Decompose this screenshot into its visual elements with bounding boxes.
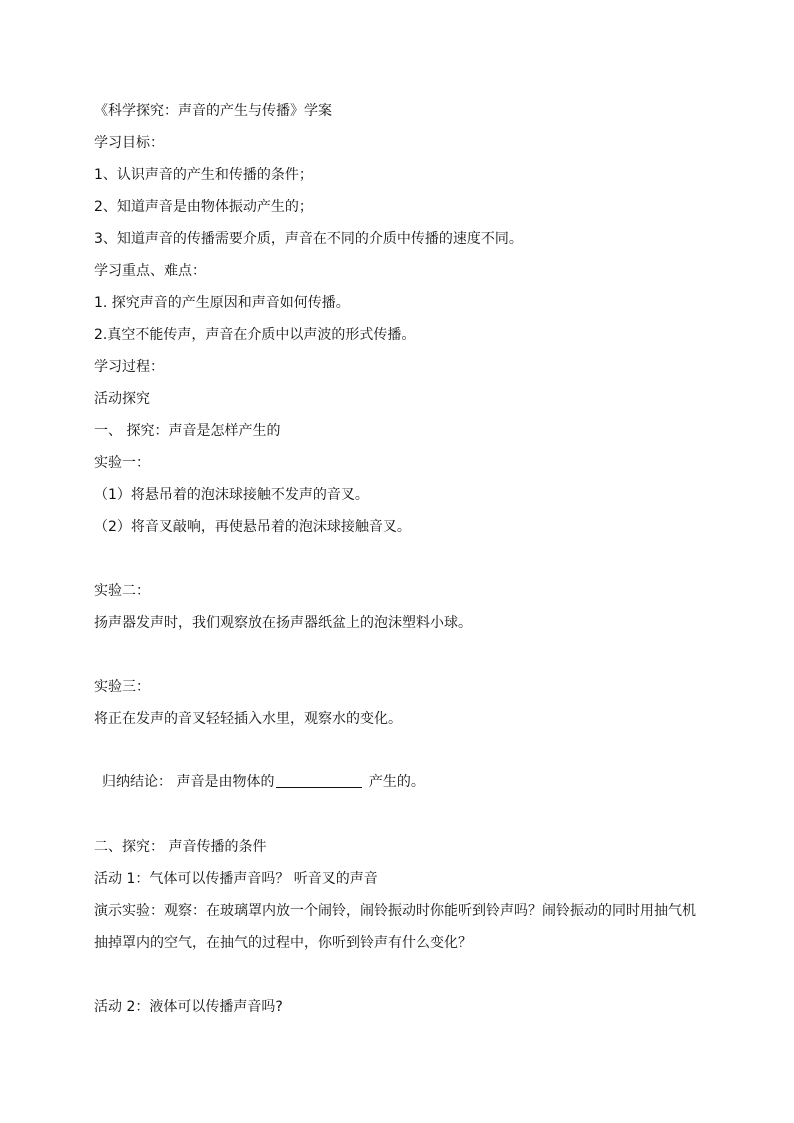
process-heading: 学习过程： <box>94 359 164 375</box>
part1-heading: 一、 探究：声音是怎样产生的 <box>94 423 281 439</box>
key-point-item: 1. 探究声音的产生原因和声音如何传播。 <box>94 295 350 311</box>
experiment3-text: 将正在发声的音叉轻轻插入水里，观察水的变化。 <box>94 711 402 727</box>
activity2-text: 活动 2：液体可以传播声音吗? <box>94 999 283 1015</box>
key-point-item: 2.真空不能传声，声音在介质中以声波的形式传播。 <box>94 327 416 343</box>
experiment2-heading: 实验二： <box>94 583 150 599</box>
objective-item: 2、知道声音是由物体振动产生的； <box>94 199 313 215</box>
activity-heading: 活动探究 <box>94 391 150 407</box>
conclusion-suffix: 产生的。 <box>364 774 425 790</box>
experiment1-step: （2）将音叉敲响，再使悬吊着的泡沫球接触音叉。 <box>94 519 411 535</box>
experiment1-step: （1）将悬吊着的泡沫球接触不发声的音叉。 <box>94 487 369 503</box>
objective-item: 1、认识声音的产生和传播的条件； <box>94 167 313 183</box>
document-title: 《科学探究：声音的产生与传播》学案 <box>94 103 332 119</box>
key-points-heading: 学习重点、难点： <box>94 263 206 279</box>
part2-heading: 二、探究： 声音传播的条件 <box>94 839 267 855</box>
experiment2-text: 扬声器发声时，我们观察放在扬声器纸盆上的泡沫塑料小球。 <box>94 615 472 631</box>
demo-line: 抽掉罩内的空气，在抽气的过程中，你听到铃声有什么变化？ <box>94 935 472 951</box>
fill-in-blank[interactable] <box>276 773 362 788</box>
conclusion-prefix: 归纳结论： 声音是由物体的 <box>102 774 275 790</box>
experiment3-heading: 实验三： <box>94 679 150 695</box>
demo-line: 演示实验：观察：在玻璃罩内放一个闹铃，闹铃振动时你能听到铃声吗？闹铃振动的同时用抽气机 <box>94 903 696 919</box>
conclusion-line <box>102 773 425 791</box>
activity1-text: 活动 1：气体可以传播声音吗？ 听音叉的声音 <box>94 871 378 887</box>
objectives-heading: 学习目标： <box>94 135 164 151</box>
objective-item: 3、知道声音的传播需要介质，声音在不同的介质中传播的速度不同。 <box>94 231 523 247</box>
experiment1-heading: 实验一： <box>94 455 150 471</box>
